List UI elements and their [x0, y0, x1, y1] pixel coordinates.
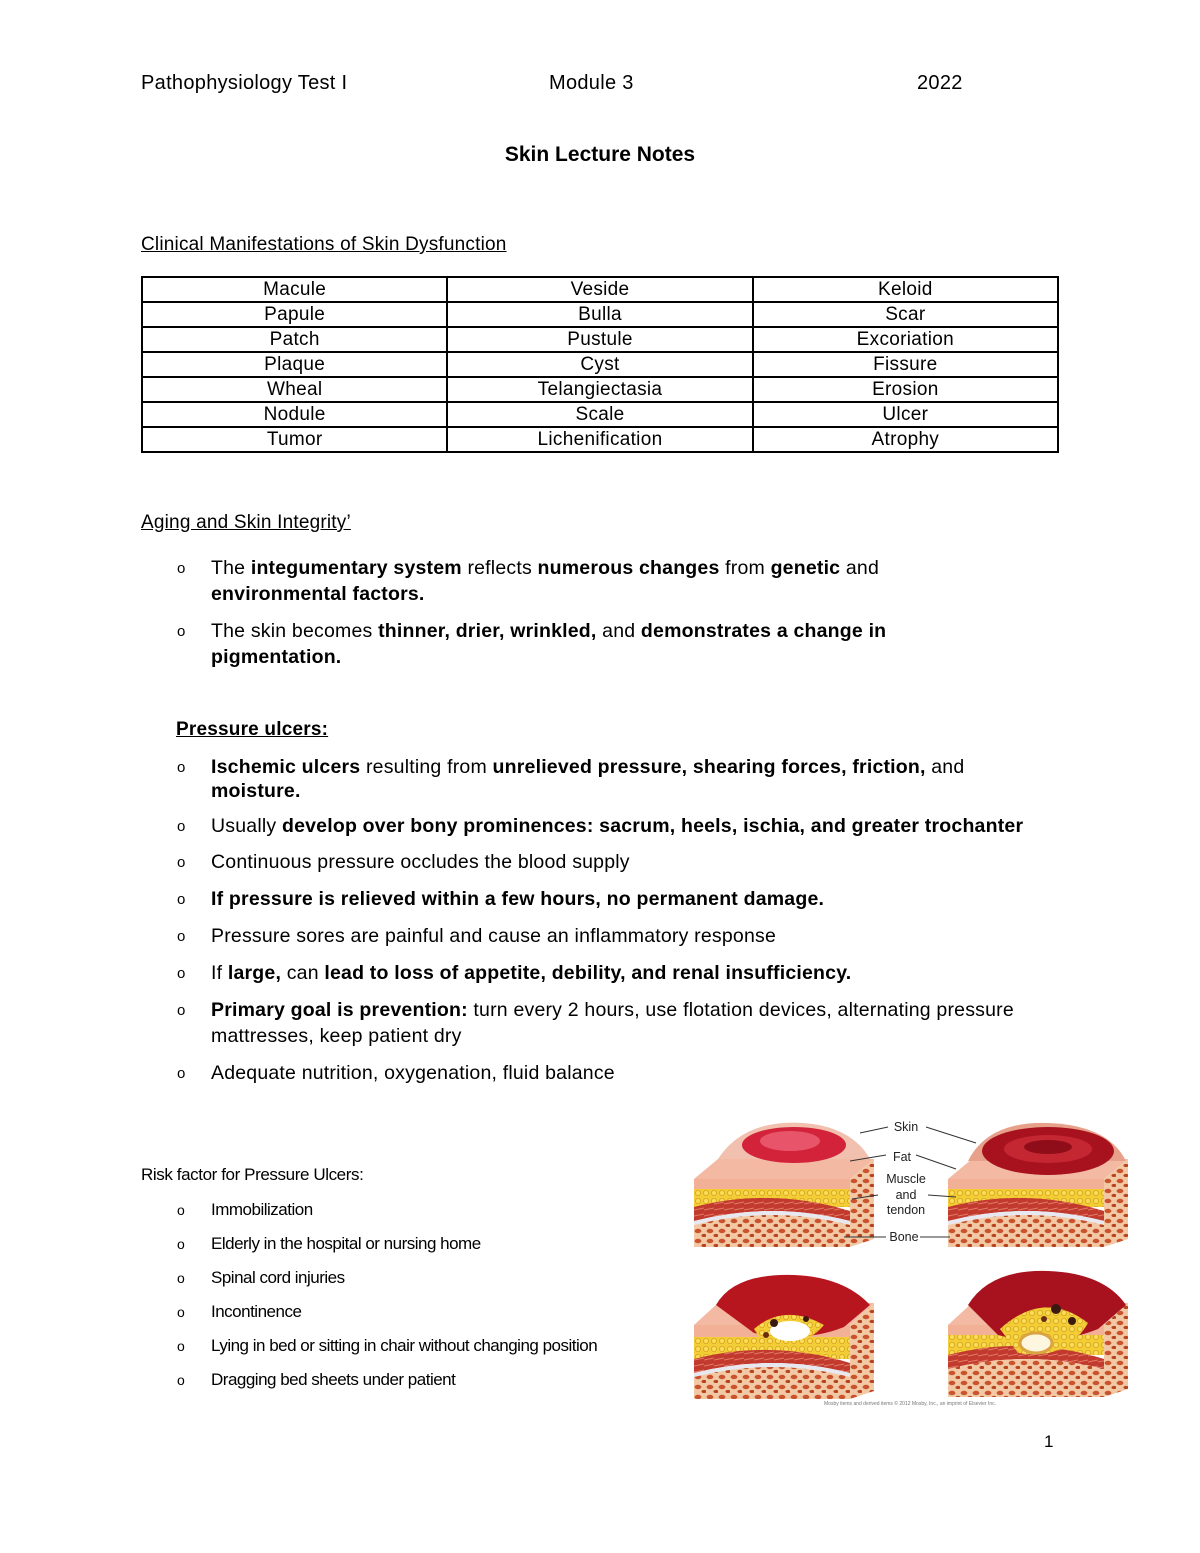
bullet-marker: o: [177, 1202, 185, 1218]
table-cell: Pustule: [447, 327, 752, 352]
bullet-marker: o: [177, 1270, 185, 1286]
table-cell: Tumor: [142, 427, 447, 452]
label-fat: Fat: [892, 1150, 912, 1164]
table-cell: Excoriation: [753, 327, 1058, 352]
table-cell: Scale: [447, 402, 752, 427]
clinical-heading: Clinical Manifestations of Skin Dysfunction: [141, 234, 507, 255]
bullet-marker: o: [177, 854, 186, 871]
table-cell: Atrophy: [753, 427, 1058, 452]
table-cell: Wheal: [142, 377, 447, 402]
bullet-marker: o: [177, 623, 186, 640]
table-cell: Cyst: [447, 352, 752, 377]
label-muscle-3: tendon: [886, 1203, 926, 1217]
table-cell: Keloid: [753, 277, 1058, 302]
list-item: o If pressure is relieved within a few hours, no permanent damage.: [141, 886, 1031, 912]
bullet-marker: o: [177, 759, 186, 776]
page-number: 1: [1044, 1432, 1054, 1451]
table-cell: Ulcer: [753, 402, 1058, 427]
list-item: o The integumentary system reflects numerous changes from genetic and environmental factors.: [177, 557, 879, 605]
table-cell: Patch: [142, 327, 447, 352]
label-muscle-1: Muscle: [886, 1172, 926, 1186]
risk-heading: Risk factor for Pressure Ulcers:: [141, 1165, 364, 1184]
aging-list: [141, 555, 1001, 681]
label-bone: Bone: [889, 1230, 919, 1244]
table-row: [142, 427, 1058, 452]
figure-caption: Mosby items and derived items © 2012 Mosby, Inc., an imprint of Elsevier Inc.: [824, 1401, 996, 1407]
table-cell: Veside: [447, 277, 752, 302]
list-item: o Adequate nutrition, oxygenation, fluid balance: [141, 1060, 1031, 1086]
bullet-marker: o: [177, 1065, 186, 1082]
stage-1-panel: [694, 1123, 874, 1247]
table-cell: Scar: [753, 302, 1058, 327]
pressure-list: [141, 755, 1031, 1097]
pressure-ulcer-stages-figure: [694, 1117, 1130, 1411]
table-row: [142, 327, 1058, 352]
table-cell: Plaque: [142, 352, 447, 377]
pressure-heading: Pressure ulcers:: [176, 719, 329, 740]
list-item: o Dragging bed sheets under patient: [177, 1370, 456, 1389]
header-right: 2022: [917, 72, 963, 94]
list-item: o If large, can lead to loss of appetite, debility, and renal insufficiency.: [141, 960, 1031, 986]
table-cell: Macule: [142, 277, 447, 302]
table-cell: Papule: [142, 302, 447, 327]
label-muscle-2: and: [895, 1188, 917, 1202]
list-item: o Ischemic ulcers resulting from unrelieved pressure, shearing forces, friction, and moisture.: [177, 756, 965, 802]
bullet-marker: o: [177, 1338, 185, 1354]
bullet-marker: o: [177, 560, 186, 577]
table-cell: Lichenification: [447, 427, 752, 452]
table-row: [142, 277, 1058, 302]
bullet-marker: o: [177, 1372, 185, 1388]
bullet-marker: o: [177, 818, 186, 835]
bullet-marker: o: [177, 891, 186, 908]
list-item: o Primary goal is prevention: turn every 2 hours, use flotation devices, alternating pressure mattresses, keep patient dry: [177, 999, 1014, 1047]
header-left: Pathophysiology Test I: [141, 72, 348, 94]
manifestations-table: [141, 276, 1059, 453]
page-title: Skin Lecture Notes: [504, 143, 696, 166]
stage-3-panel: [694, 1275, 874, 1399]
label-skin: Skin: [893, 1120, 919, 1134]
list-item: o Incontinence: [177, 1302, 302, 1321]
bullet-marker: o: [177, 1304, 185, 1320]
table-cell: Erosion: [753, 377, 1058, 402]
list-item: o Immobilization: [177, 1200, 313, 1219]
table-row: [142, 377, 1058, 402]
stage-4-panel: [948, 1271, 1128, 1397]
table-row: [142, 352, 1058, 377]
list-item: o Elderly in the hospital or nursing home: [177, 1234, 481, 1253]
bullet-marker: o: [177, 1002, 186, 1019]
bullet-marker: o: [177, 965, 186, 982]
list-item: o Continuous pressure occludes the blood supply: [141, 849, 1031, 875]
list-item: o Lying in bed or sitting in chair without changing position: [177, 1336, 598, 1355]
header-center: Module 3: [549, 72, 634, 94]
table-cell: Telangiectasia: [447, 377, 752, 402]
table-cell: Nodule: [142, 402, 447, 427]
stage-2-panel: [948, 1123, 1128, 1247]
table-row: [142, 402, 1058, 427]
table-cell: Bulla: [447, 302, 752, 327]
bullet-marker: o: [177, 1236, 185, 1252]
list-item: o Spinal cord injuries: [177, 1268, 345, 1287]
risk-list: [141, 1200, 681, 1404]
table-row: [142, 302, 1058, 327]
table-cell: Fissure: [753, 352, 1058, 377]
list-item: o The skin becomes thinner, drier, wrinkled, and demonstrates a change in pigmentation.: [177, 620, 887, 668]
aging-heading: Aging and Skin Integrity’: [141, 512, 351, 533]
list-item: o Pressure sores are painful and cause an inflammatory response: [141, 923, 1031, 949]
pressure-ulcer-illustration: [694, 1117, 1130, 1411]
list-item: o Usually develop over bony prominences: sacrum, heels, ischia, and greater trochanter: [177, 815, 1024, 837]
bullet-marker: o: [177, 928, 186, 945]
